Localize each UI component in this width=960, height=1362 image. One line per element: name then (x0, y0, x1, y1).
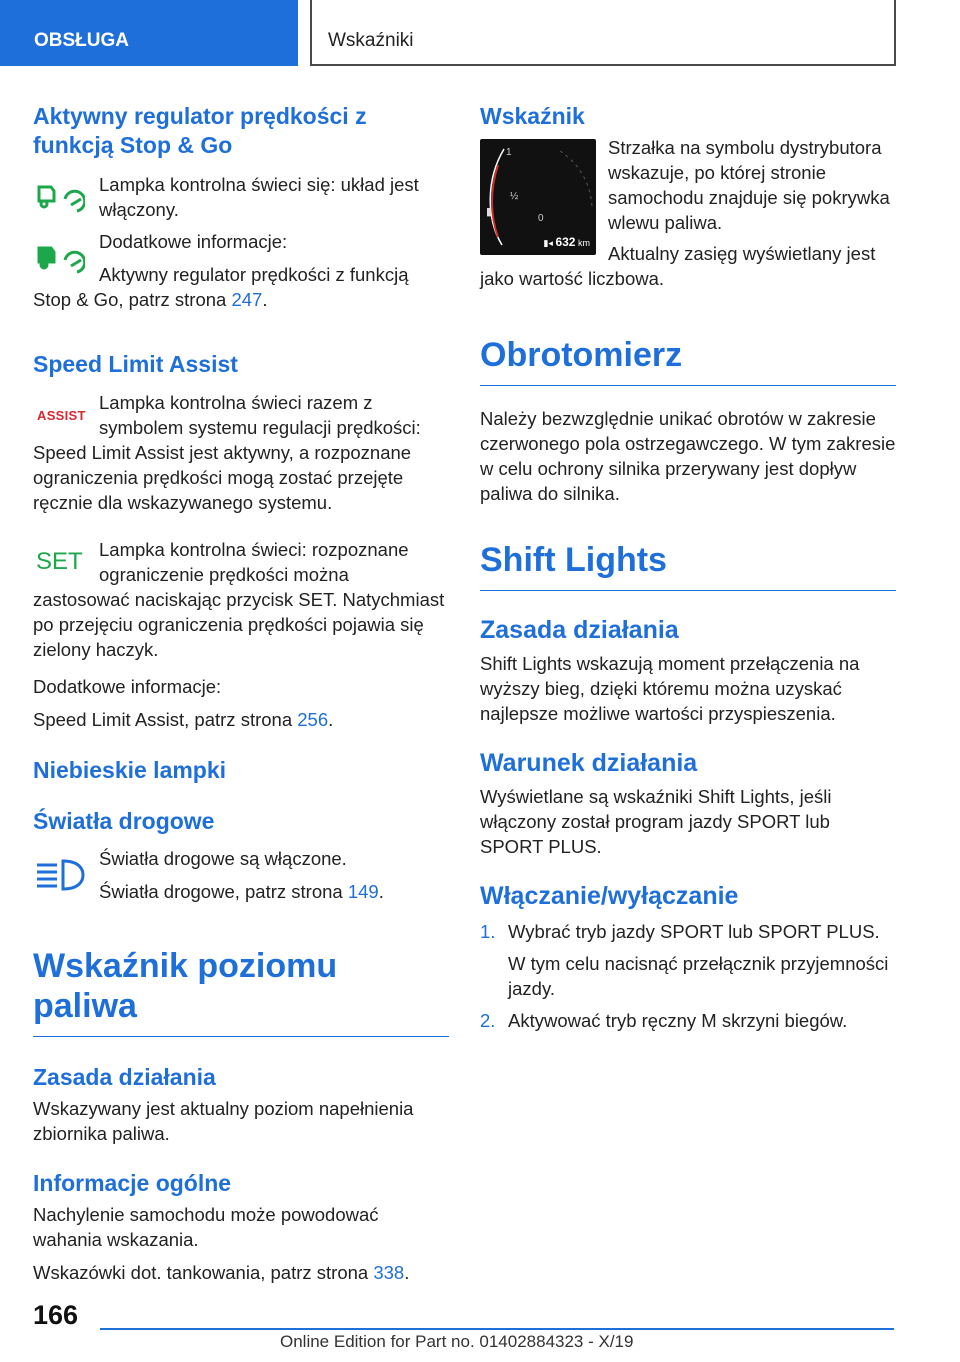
assist-icon-label: ASSIST (37, 407, 86, 423)
indicator-heading: Wskaźnik (480, 103, 585, 129)
set-icon-label: SET (36, 548, 83, 575)
left-column (33, 102, 449, 1285)
condition-text: Wyświetlane są wskaźniki Shift Lights, jeśli włączony został program jazdy SPORT lub SPORT PLUS. (480, 786, 832, 857)
acc-text-2: Dodatkowe informacje: (99, 231, 288, 252)
gauge-tick-mid: ½ (510, 191, 519, 202)
hb-block (33, 846, 449, 904)
sla-heading: Speed Limit Assist (33, 351, 238, 377)
condition-heading: Warunek działania (480, 749, 698, 777)
general-text-2 (33, 1260, 449, 1285)
fuel-pump-small-icon: ▮◂ (543, 238, 556, 248)
cruise-control-outline-icon (33, 172, 99, 222)
indicator-text-1: Strzałka na symbolu dystrybutora wskazuje, po której stronie samochodu znajduje się pokrywka wlewu paliwa. (608, 137, 890, 233)
sla-page-link[interactable]: 256 (297, 709, 329, 730)
hb-text-1: Światła drogowe są włączone. (99, 848, 347, 869)
high-beam-heading: Światła drogowe (33, 808, 215, 834)
acc-heading: Aktywny regulator prędkości z funkcją Stop & Go (33, 103, 367, 158)
sla-text-1: Lampka kontrolna świeci razem z symbolem systemu regulacji prędkości: Speed Limit Assist jest aktywny, a rozpoznane ograniczenia prędkości mogą zostać przejęte ręcznie dla wskazywanego systemu. (33, 392, 421, 513)
fuel-pump-icon: ▮ (486, 206, 493, 218)
page-title: Wskaźniki (328, 30, 414, 51)
period: . (378, 881, 384, 902)
hb-ref-text: Światła drogowe, patrz strona (99, 881, 348, 902)
range-readout (543, 235, 590, 249)
high-beam-icon (33, 850, 99, 900)
general-heading: Informacje ogólne (33, 1170, 232, 1196)
sla-block-2 (33, 537, 449, 662)
range-value: 632 (555, 235, 576, 249)
period: . (262, 289, 268, 310)
indicator-block (480, 135, 896, 291)
general-text-1: Nachylenie samochodu może powodować wahania wskazania. (33, 1204, 379, 1250)
hb-page-link[interactable]: 149 (347, 881, 379, 902)
gauge-tick-top: 1 (506, 147, 512, 158)
sla-ref-text: Speed Limit Assist, patrz strona (33, 709, 298, 730)
sla-text-3: Dodatkowe informacje: (33, 676, 222, 697)
set-icon (33, 537, 99, 587)
range-unit: km (578, 238, 590, 248)
footer-divider (100, 1328, 894, 1330)
shift-heading: Shift Lights (480, 540, 896, 591)
fuel-page-link[interactable]: 338 (373, 1262, 405, 1283)
fuel-principle-heading: Zasada działania (33, 1064, 216, 1090)
blue-lamps-heading: Niebieskie lampki (33, 757, 227, 783)
list-item (480, 1008, 896, 1033)
tach-text: Należy bezwzględnie unikać obrotów w zakresie czerwonego pola ostrzegawczego. W tym zakresie w celu ochrony silnika przerywany jest dopływ paliwa do silnika. (480, 408, 896, 504)
list-item (480, 919, 896, 1001)
period: . (404, 1262, 410, 1283)
period: . (328, 709, 334, 730)
cruise-control-filled-icon (33, 233, 99, 283)
fuel-gauge-image (480, 139, 596, 255)
fuel-principle-text: Wskazywany jest aktualny poziom napełnienia zbiornika paliwa. (33, 1098, 414, 1144)
step-subtext: W tym celu nacisnąć przełącznik przyjemności jazdy. (508, 953, 889, 999)
indicator-text-2: Aktualny zasięg wyświetlany jest jako wartość liczbowa. (480, 243, 876, 289)
acc-block-2 (33, 229, 449, 312)
fuel-heading: Wskaźnik poziomu paliwa (33, 946, 449, 1037)
sla-text-4 (33, 707, 449, 732)
acc-ref-text: Aktywny regulator prędkości z funkcją Stop & Go, patrz strona (33, 264, 409, 310)
section-label: OBSŁUGA (34, 30, 129, 51)
section-tab (0, 0, 298, 66)
step-number: 2. (480, 1010, 496, 1031)
step-text: Wybrać tryb jazdy SPORT lub SPORT PLUS. (508, 921, 880, 942)
sla-text-2: Lampka kontrolna świeci: rozpoznane ograniczenie prędkości można zastosować naciskając przycisk SET. Natychmiast po przejęciu ograniczenia prędkości pojawia się zielony haczyk. (33, 539, 445, 660)
onoff-heading: Włączanie/wyłączanie (480, 882, 739, 910)
shift-principle-heading: Zasada działania (480, 616, 679, 644)
footer-edition: Online Edition for Part no. 01402884323 - X/19 (280, 1332, 634, 1351)
shift-principle-text: Shift Lights wskazują moment przełączenia na wyższy bieg, dzięki któremu można uzyskać najlepsze możliwe wartości przyspieszenia. (480, 653, 860, 724)
page-number: 166 (33, 1300, 79, 1330)
sla-block-1 (33, 390, 449, 515)
acc-block-1 (33, 172, 449, 222)
acc-text-1: Lampka kontrolna świeci się: układ jest włączony. (99, 174, 419, 220)
general-ref-text: Wskazówki dot. tankowania, patrz strona (33, 1262, 374, 1283)
step-text: Aktywować tryb ręczny M skrzyni biegów. (508, 1010, 848, 1031)
header-title-box (310, 0, 896, 66)
step-number: 1. (480, 921, 496, 942)
steps-list (480, 919, 896, 1033)
tach-heading: Obrotomierz (480, 335, 896, 386)
acc-page-link[interactable]: 247 (231, 289, 263, 310)
right-column (480, 102, 896, 1033)
assist-icon (33, 390, 99, 440)
gauge-tick-bottom: 0 (538, 213, 544, 224)
